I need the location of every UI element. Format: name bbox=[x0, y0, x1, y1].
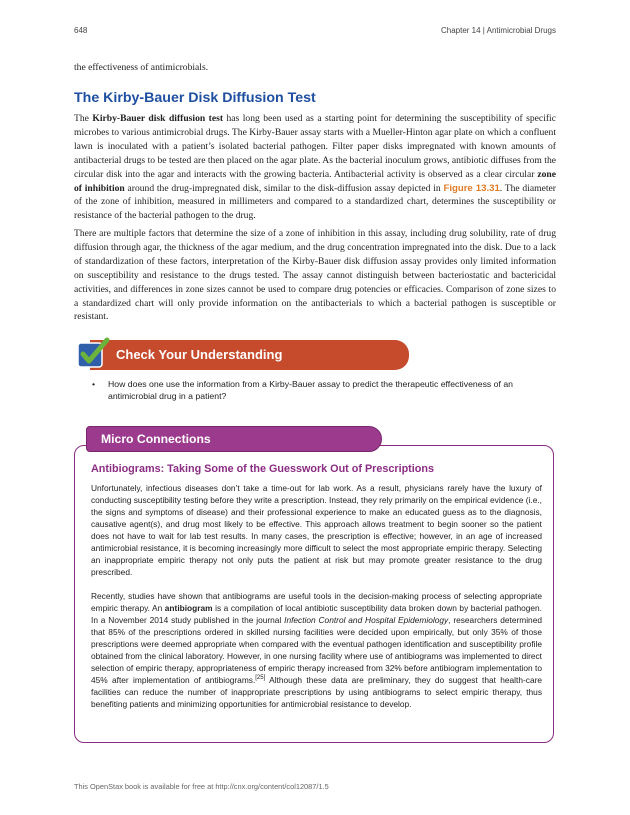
micro-connections-heading: Antibiograms: Taking Some of the Guesswork Out of Prescriptions bbox=[91, 463, 434, 475]
chapter-title: Chapter 14 | Antimicrobial Drugs bbox=[440, 26, 556, 35]
term-antibiogram: antibiogram bbox=[164, 603, 213, 614]
micro-connections-label: Micro Connections bbox=[101, 432, 211, 446]
section-title: The Kirby-Bauer Disk Diffusion Test bbox=[74, 90, 316, 106]
lead-text: the effectiveness of antimicrobials. bbox=[74, 62, 209, 73]
citation-ref[interactable]: [25] bbox=[255, 675, 266, 682]
question-list-item bbox=[92, 378, 558, 402]
figure-link[interactable]: Figure 13.31 bbox=[443, 182, 500, 194]
term-kirby-bauer: Kirby-Bauer disk diffusion test bbox=[92, 113, 224, 124]
paragraph-2: There are multiple factors that determine the size of a zone of inhibition in this assay, including drug solubility, rate of drug diffusion through agar, the thickness of the agar medium, and the drug concentration impregnated into the disk. Due to a lack of standardization of these factors, interpretation of the Kirby-Bauer disk diffusion assay provides only limited information on susceptibility and resistance to the drugs tested. The assay cannot distinguish between bacteriostatic and bactericidal activities, and differences in zone sizes cannot be used to compare drug potencies or efficacies. Comparison of zone sizes to a standardized chart will only provide information on the antibacterials to which a bacterial pathogen is susceptible or resistant. bbox=[74, 228, 556, 323]
micro-paragraph-2: Recently, studies have shown that antibiograms are useful tools in the decision-making process of selecting appropriate empiric therapy. An antibiogram is a compilation of local antibiotic susceptibility data broken down by bacterial pathogen. In a November 2014 study published in the journal Infection Control and Hospital Epidemiology, researchers determined that 85% of the prescriptions ordered in skilled nursing facilities were decided upon empirically, but only 35% of those prescriptions were deemed appropriate when compared with the eventual pathogen identification and susceptibility profile obtained from the clinical laboratory. However, in one nursing facility where use of antibiograms was implemented to direct selection of empiric therapy, appropriateness of empiric therapy increased from 32% before antibiogram implementation to 45% after implementation of antibiograms.[25] Although these data are preliminary, they do suggest that health-care facilities can reduce the number of inappropriate prescriptions by using antibiograms to select empiric therapy, thus benefiting patients and minimizing opportunities for antimicrobial resistance to develop. bbox=[91, 591, 542, 710]
question-text: How does one use the information from a Kirby-Bauer assay to predict the therapeutic effectiveness of an antimicrobial drug in a patient? bbox=[108, 379, 513, 401]
micro-paragraph-1: Unfortunately, infectious diseases don’t take a time-out for lab work. As a result, physicians rarely have the luxury of conducting susceptibility testing before they write a prescription. Instead, they rely primarily on the empirical evidence (i.e., the signs and symptoms of disease) and their professional experience to make an educated guess as to the diagnosis, causative agent(s), and drug most likely to be effective. This approach allows treatment to begin sooner so the patient does not have to wait for lab test results. In many cases, the prescription is effective; however, in an age of increased antimicrobial resistance, it is becoming increasingly more difficult to select the most appropriate empiric therapy. Selecting an inappropriate empiric therapy not only puts the patient at risk but may promote greater resistance to the drug prescribed. bbox=[91, 483, 542, 578]
paragraph-1: The Kirby-Bauer disk diffusion test has long been used as a starting point for determining the susceptibility of specific microbes to various antimicrobial drugs. The Kirby-Bauer assay starts with a Mueller-Hinton agar plate on which a confluent lawn is inoculated with a patient’s isolated bacterial pathogen. Filter paper disks impregnated with known amounts of antibacterial drugs to be tested are then placed on the agar plate. As the bacterial inoculum grows, antibiotic diffuses from the circular disk into the agar and interacts with the growing bacteria. Antibacterial activity is observed as a clear circular zone of inhibition around the drug-impregnated disk, similar to the disk-diffusion assay depicted in Figure 13.31. The diameter of the zone of inhibition, measured in millimeters and compared to a standardized chart, determines the susceptibility or resistance of the bacterial pathogen to the drug. bbox=[74, 113, 556, 222]
checkbox-check-icon bbox=[76, 337, 110, 371]
check-understanding-title: Check Your Understanding bbox=[116, 347, 283, 362]
page-number: 648 bbox=[74, 26, 88, 35]
term-zone-of-inhibition: zone of inhibition bbox=[74, 168, 556, 194]
journal-title: Infection Control and Hospital Epidemiology bbox=[284, 615, 449, 626]
footer-note: This OpenStax book is available for free at http://cnx.org/content/col12087/1.5 bbox=[74, 782, 329, 791]
bullet: • bbox=[92, 379, 96, 389]
